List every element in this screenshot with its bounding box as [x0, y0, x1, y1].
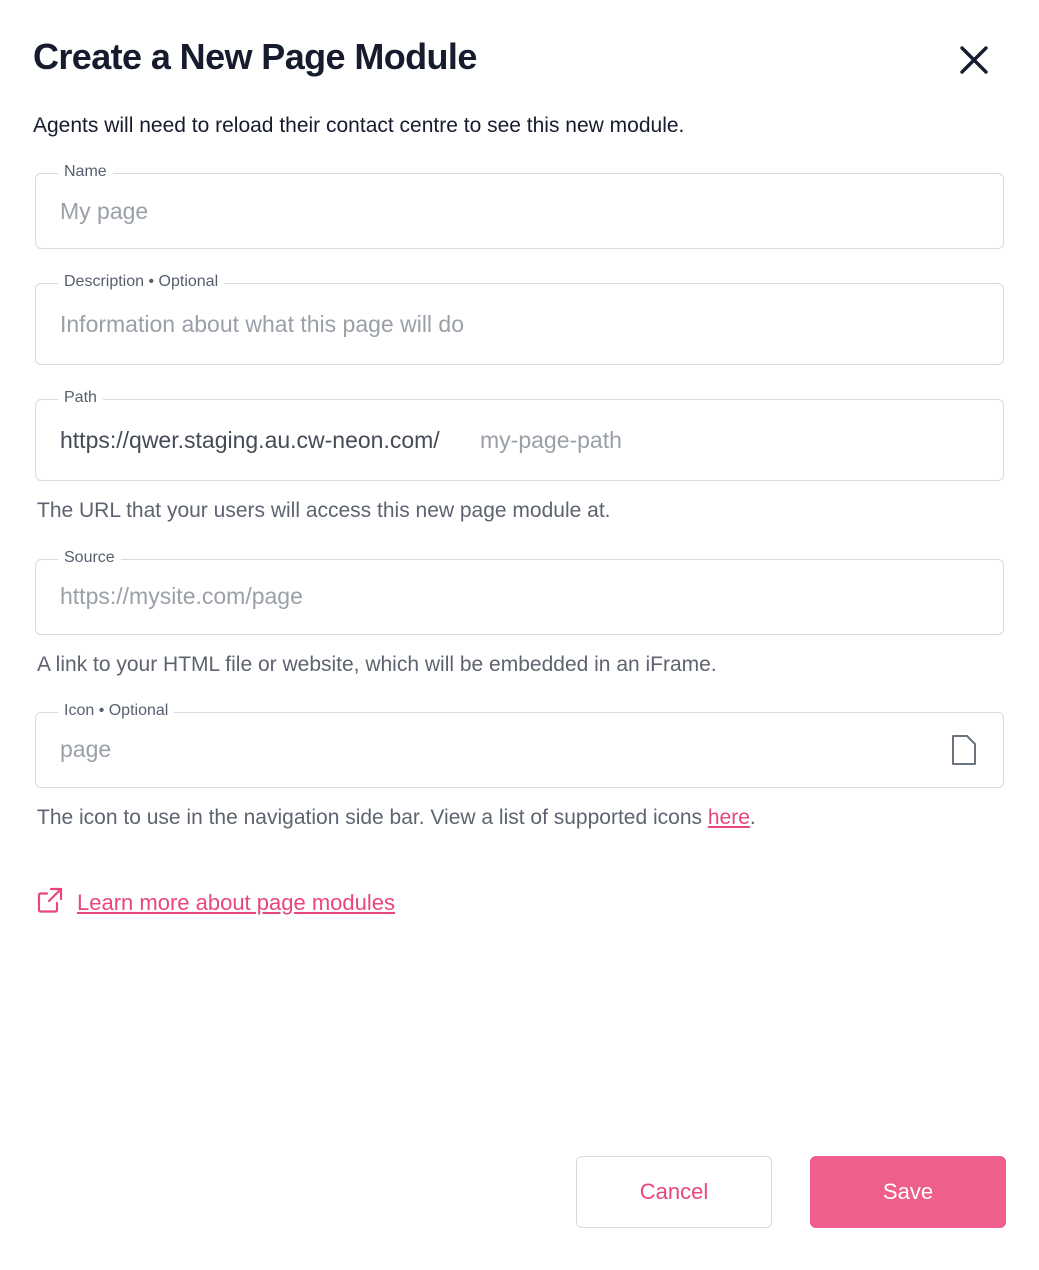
document-icon — [949, 732, 979, 768]
name-input-wrapper[interactable] — [35, 163, 1004, 249]
cancel-button[interactable]: Cancel — [576, 1156, 772, 1228]
description-input[interactable] — [60, 311, 979, 338]
icon-row — [60, 732, 979, 768]
name-input[interactable] — [60, 198, 979, 225]
dialog-footer — [576, 1156, 1006, 1228]
field-path — [33, 389, 1006, 524]
dialog-subtitle: Agents will need to reload their contact centre to see this new module. — [33, 114, 685, 137]
close-icon[interactable] — [952, 38, 996, 82]
learn-more-label: Learn more about page modules — [77, 889, 395, 915]
description-label: Description • Optional — [58, 274, 224, 290]
path-row — [60, 424, 979, 456]
supported-icons-link[interactable]: here — [707, 805, 750, 829]
source-label: Source — [58, 550, 121, 566]
name-label: Name — [58, 164, 113, 180]
external-link-icon — [37, 887, 63, 918]
description-input-wrapper[interactable] — [35, 273, 1004, 365]
path-helper-text: The URL that your users will access this new page module at. — [37, 499, 611, 523]
path-input[interactable] — [480, 427, 979, 454]
source-helper-text: A link to your HTML file or website, which will be embedded in an iFrame. — [37, 652, 717, 676]
path-input-wrapper[interactable] — [35, 389, 1004, 481]
save-button[interactable]: Save — [810, 1156, 1006, 1228]
icon-label: Icon • Optional — [58, 703, 174, 719]
field-icon — [33, 701, 1006, 831]
dialog-header — [33, 36, 1006, 82]
learn-more-link[interactable] — [37, 887, 1006, 918]
path-prefix: https://qwer.staging.au.cw-neon.com/ — [60, 427, 440, 454]
icon-input-wrapper[interactable] — [35, 701, 1004, 788]
source-input-wrapper[interactable] — [35, 548, 1004, 635]
field-source — [33, 548, 1006, 678]
source-input[interactable] — [60, 583, 979, 610]
icon-helper-before: The icon to use in the navigation side bar. View a list of supported icons — [37, 805, 708, 829]
page-title: Create a New Page Module — [33, 36, 477, 77]
icon-input[interactable] — [60, 736, 937, 763]
icon-helper-text — [37, 804, 1004, 831]
icon-helper-after: . — [749, 805, 756, 829]
field-name — [33, 163, 1006, 249]
field-description — [33, 273, 1006, 365]
path-label: Path — [58, 390, 103, 406]
